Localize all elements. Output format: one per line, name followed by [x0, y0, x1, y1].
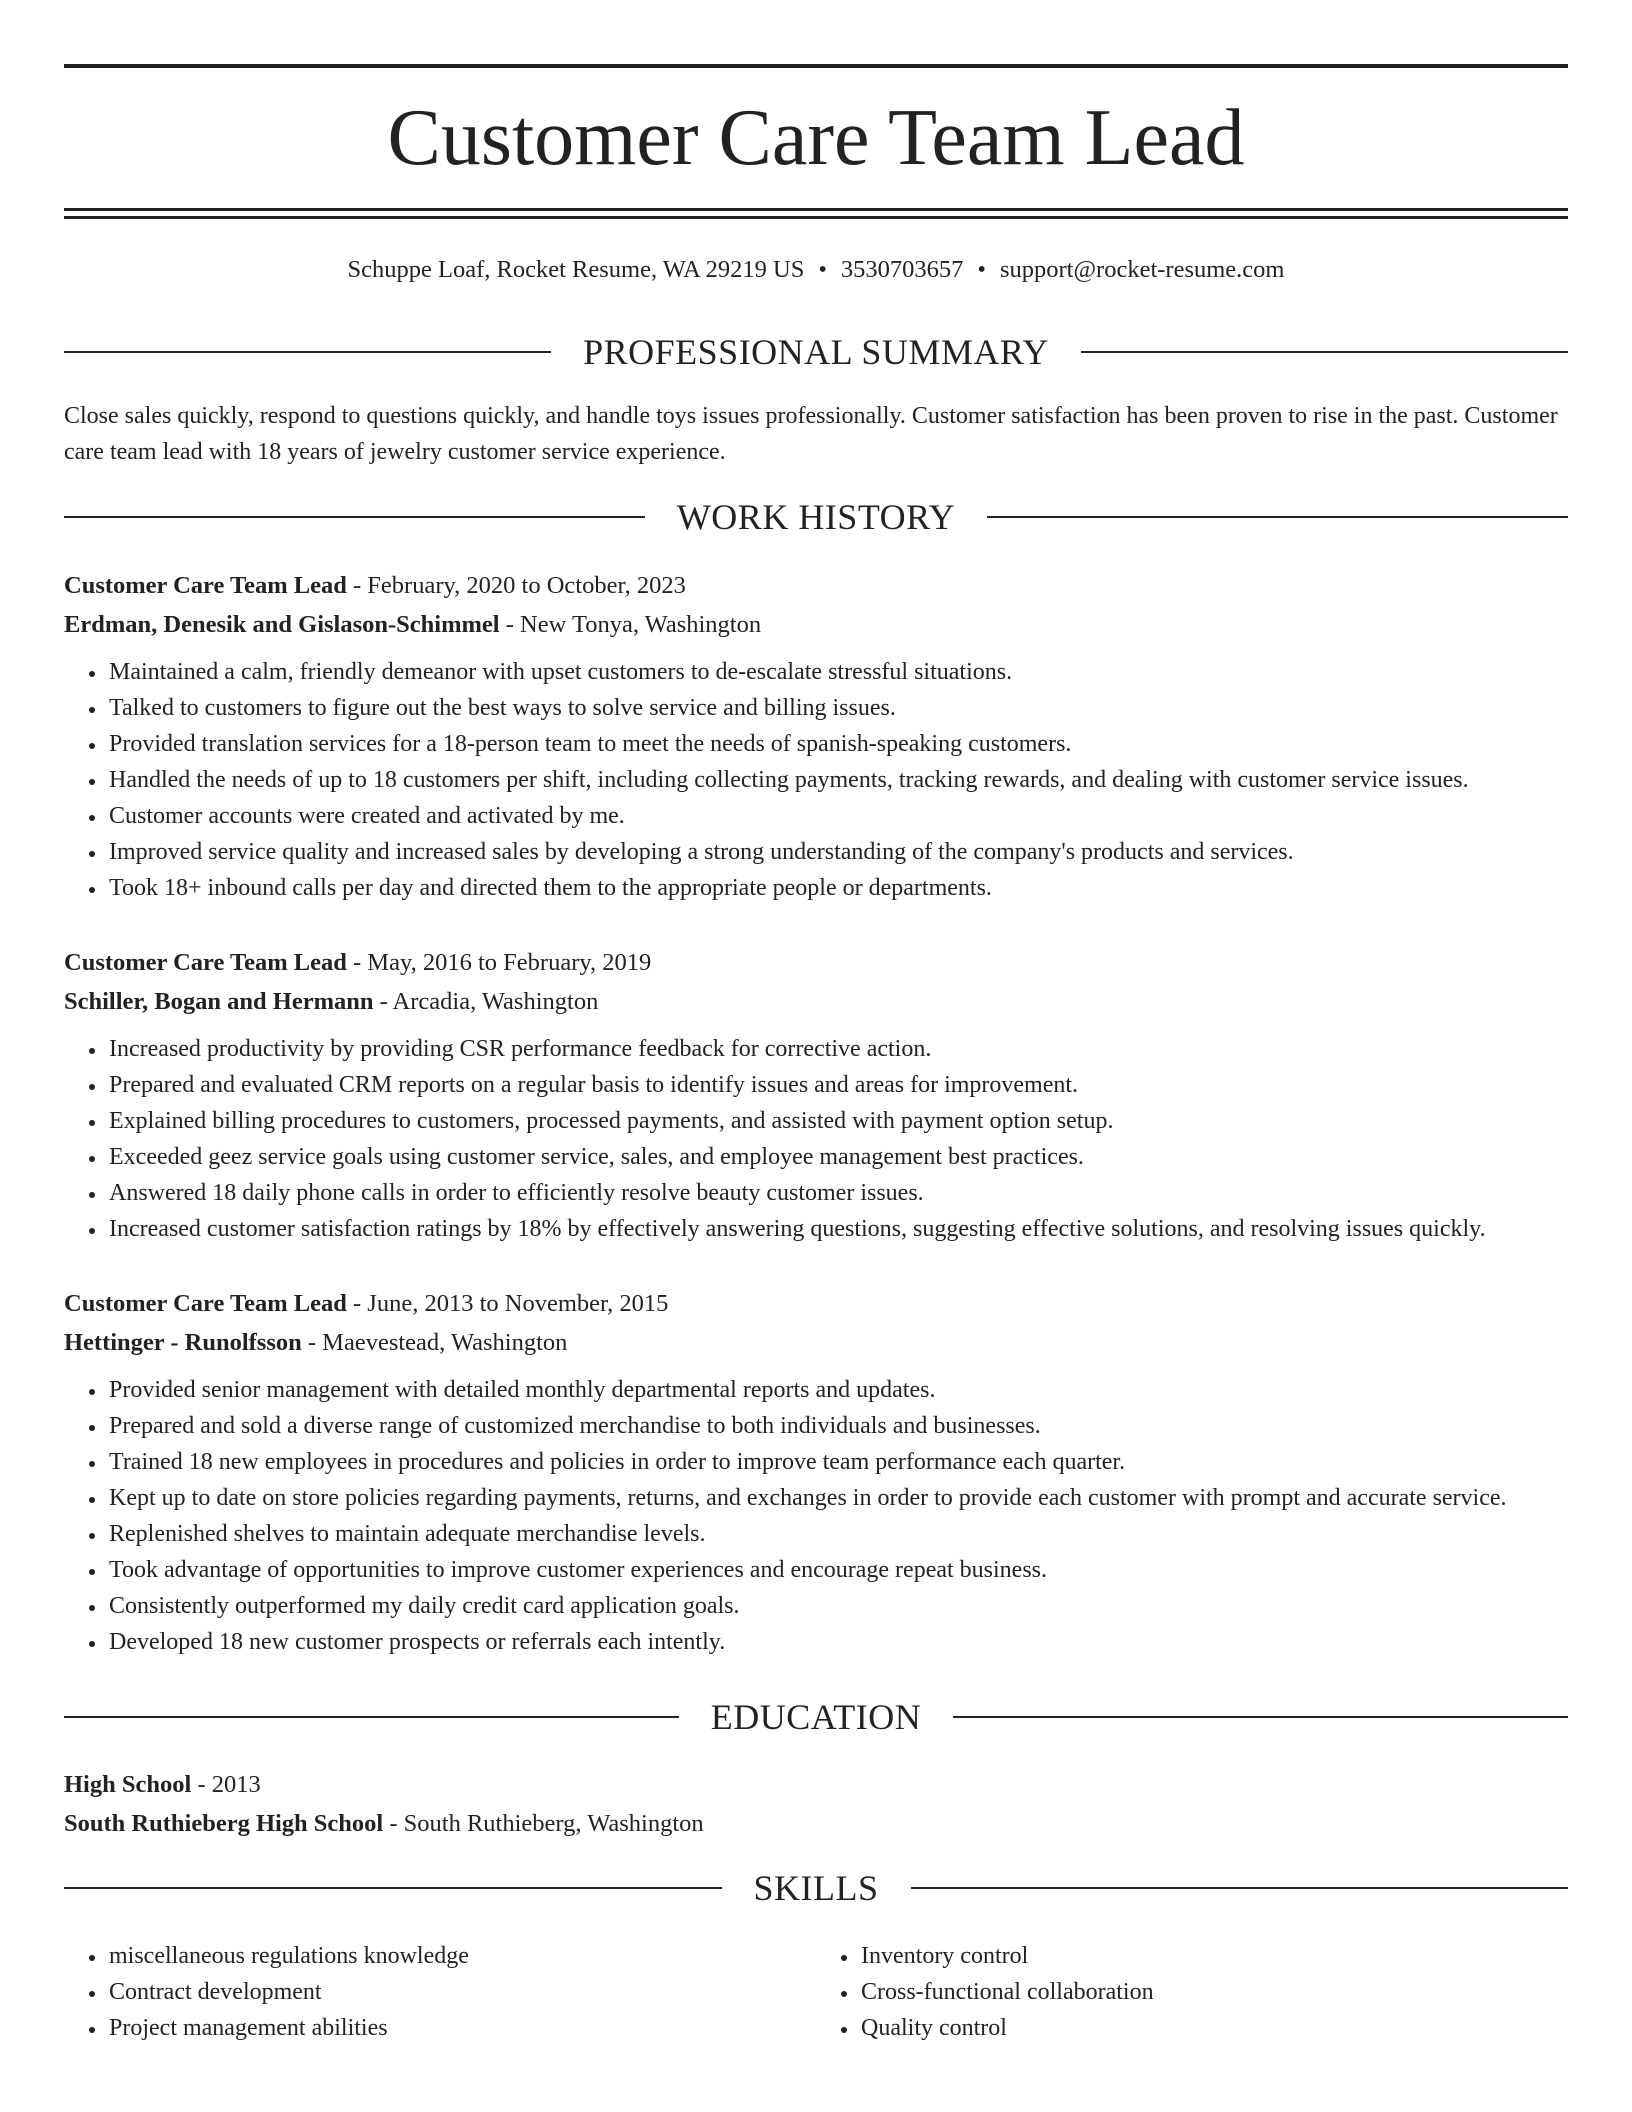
- section-rule-left: [64, 1716, 679, 1718]
- job-bullet: • Maintained a calm, friendly demeanor with upset customers to de-escalate stressful situations.: [107, 654, 1568, 690]
- education-year: - 2013: [191, 1771, 261, 1798]
- job-company-line: [64, 1323, 1568, 1362]
- job-bullet: • Prepared and evaluated CRM reports on a regular basis to identify issues and areas for improvement.: [107, 1067, 1568, 1103]
- section-rule-right: [1081, 351, 1568, 353]
- job-bullet: • Replenished shelves to maintain adequate merchandise levels.: [107, 1516, 1568, 1552]
- work-section-title: WORK HISTORY: [676, 497, 956, 537]
- section-rule-left: [64, 351, 551, 353]
- summary-text: Close sales quickly, respond to questions quickly, and handle toys issues professionally. Customer satisfaction has been proven to rise in the past. Customer care team lead with 18 years of jewelry customer service experience.: [64, 403, 1558, 465]
- job-bullet: • Increased productivity by providing CSR performance feedback for corrective action.: [107, 1031, 1568, 1067]
- education-degree: High School: [64, 1771, 192, 1798]
- job-company: Schiller, Bogan and Hermann: [64, 988, 374, 1015]
- job-entry: [64, 1284, 1568, 1660]
- job-bullet: • Talked to customers to figure out the best ways to solve service and billing issues.: [107, 690, 1568, 726]
- work-section-header: [64, 497, 1568, 537]
- job-bullet: • Provided translation services for a 18-person team to meet the needs of spanish-speaking customers.: [107, 726, 1568, 762]
- job-title: Customer Care Team Lead: [64, 1290, 347, 1317]
- section-rule-right: [911, 1887, 1569, 1889]
- double-rule-upper: [64, 208, 1568, 211]
- job-bullet: • Consistently outperformed my daily credit card application goals.: [107, 1588, 1568, 1624]
- section-rule-right: [987, 516, 1568, 518]
- job-dates: - May, 2016 to February, 2019: [346, 949, 652, 976]
- job-bullet: • Explained billing procedures to customers, processed payments, and assisted with payment option setup.: [107, 1103, 1568, 1139]
- skills-section-header: [64, 1868, 1568, 1908]
- job-bullet: • Provided senior management with detailed monthly departmental reports and updates.: [107, 1372, 1568, 1408]
- top-rule: [64, 64, 1568, 68]
- skill-item: • Inventory control: [859, 1938, 1568, 1974]
- skills-list: [64, 1938, 1568, 2046]
- job-entry: [64, 566, 1568, 906]
- section-rule-right: [953, 1716, 1568, 1718]
- skill-item: • Quality control: [859, 2010, 1568, 2046]
- job-title: Customer Care Team Lead: [64, 572, 347, 599]
- education-section-title: EDUCATION: [710, 1697, 922, 1737]
- education-school-line: [64, 1804, 1568, 1843]
- job-title-line: [64, 1284, 1568, 1323]
- summary-section-title: PROFESSIONAL SUMMARY: [583, 332, 1049, 372]
- education-school: South Ruthieberg High School: [64, 1810, 384, 1837]
- summary-section-header: [64, 332, 1568, 372]
- section-rule-left: [64, 516, 645, 518]
- job-bullets: [64, 1031, 1568, 1247]
- double-rule-lower: [64, 216, 1568, 219]
- job-bullets: [64, 1372, 1568, 1660]
- job-company: Hettinger - Runolfsson: [64, 1329, 302, 1356]
- resume-title: Customer Care Team Lead: [387, 94, 1245, 182]
- job-bullet: • Trained 18 new employees in procedures and policies in order to improve team performance each quarter.: [107, 1444, 1568, 1480]
- job-bullet: • Customer accounts were created and activated by me.: [107, 798, 1568, 834]
- skill-item: • miscellaneous regulations knowledge: [107, 1938, 816, 1974]
- contact-phone: 3530703657: [840, 256, 964, 283]
- job-bullet: • Took advantage of opportunities to improve customer experiences and encourage repeat business.: [107, 1552, 1568, 1588]
- job-dates: - February, 2020 to October, 2023: [346, 572, 686, 599]
- skill-item: • Contract development: [107, 1974, 816, 2010]
- job-location: - Arcadia, Washington: [373, 988, 599, 1015]
- skill-item: • Project management abilities: [107, 2010, 816, 2046]
- education-degree-line: [64, 1765, 1568, 1804]
- job-entry: [64, 943, 1568, 1247]
- job-bullet: • Improved service quality and increased sales by developing a strong understanding of the company's products and services.: [107, 834, 1568, 870]
- contact-address: Schuppe Loaf, Rocket Resume, WA 29219 US: [347, 256, 805, 283]
- education-entry: [64, 1765, 1568, 1843]
- job-bullet: • Took 18+ inbound calls per day and directed them to the appropriate people or departments.: [107, 870, 1568, 906]
- job-bullet: • Exceeded geez service goals using customer service, sales, and employee management best practices.: [107, 1139, 1568, 1175]
- job-location: - Maevestead, Washington: [301, 1329, 568, 1356]
- job-title: Customer Care Team Lead: [64, 949, 347, 976]
- education-location: - South Ruthieberg, Washington: [383, 1810, 704, 1837]
- skills-column-left: [64, 1938, 816, 2046]
- skills-section-title: SKILLS: [753, 1868, 879, 1908]
- skills-column-right: [816, 1938, 1568, 2046]
- education-section-header: [64, 1697, 1568, 1737]
- job-location: - New Tonya, Washington: [499, 611, 762, 638]
- job-bullet: • Developed 18 new customer prospects or referrals each intently.: [107, 1624, 1568, 1660]
- job-bullet: • Handled the needs of up to 18 customers per shift, including collecting payments, tracking rewards, and dealing with customer service issues.: [107, 762, 1568, 798]
- job-bullet: • Answered 18 daily phone calls in order to efficiently resolve beauty customer issues.: [107, 1175, 1568, 1211]
- job-company: Erdman, Denesik and Gislason-Schimmel: [64, 611, 500, 638]
- job-company-line: [64, 605, 1568, 644]
- job-title-line: [64, 566, 1568, 605]
- job-bullet: • Increased customer satisfaction ratings by 18% by effectively answering questions, suggesting effective solutions, and resolving issues quickly.: [107, 1211, 1568, 1247]
- job-title-line: [64, 943, 1568, 982]
- contact-separator: •: [977, 256, 986, 283]
- section-rule-left: [64, 1887, 722, 1889]
- job-bullet: • Prepared and sold a diverse range of customized merchandise to both individuals and businesses.: [107, 1408, 1568, 1444]
- contact-email: support@rocket-resume.com: [999, 256, 1285, 283]
- job-bullet: • Kept up to date on store policies regarding payments, returns, and exchanges in order to provide each customer with prompt and accurate service.: [107, 1480, 1568, 1516]
- skill-item: • Cross-functional collaboration: [859, 1974, 1568, 2010]
- contact-line: [64, 254, 1568, 286]
- job-dates: - June, 2013 to November, 2015: [346, 1290, 669, 1317]
- contact-separator: •: [818, 256, 827, 283]
- job-company-line: [64, 982, 1568, 1021]
- job-bullets: [64, 654, 1568, 906]
